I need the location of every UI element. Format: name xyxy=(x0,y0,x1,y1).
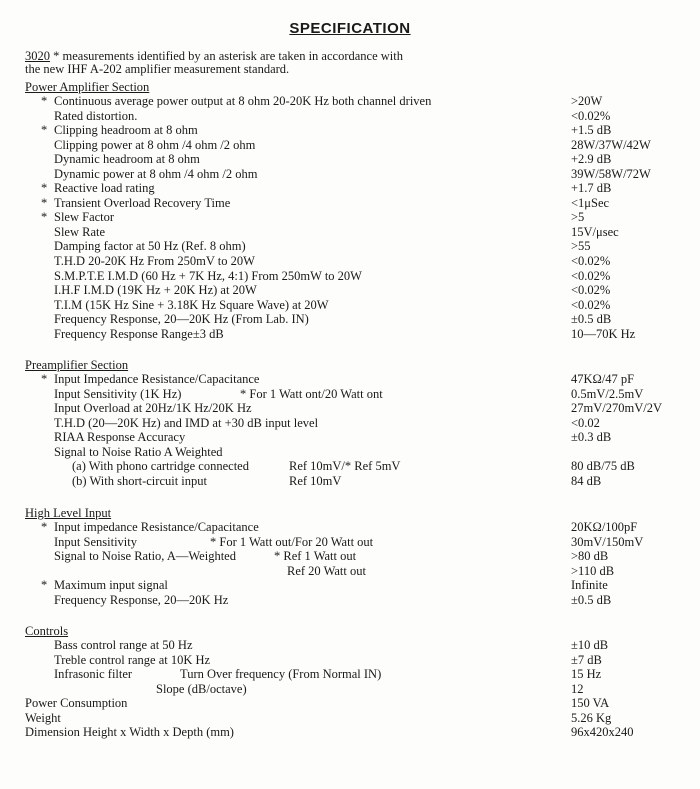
spec-row xyxy=(25,254,685,269)
spec-row xyxy=(25,667,685,682)
spec-row xyxy=(25,430,685,445)
asterisk-marker: * xyxy=(41,520,48,534)
asterisk-marker: * xyxy=(41,195,48,210)
spec-label: Rated distortion. xyxy=(54,108,138,123)
spec-label: RIAA Response Accuracy xyxy=(54,430,186,445)
spec-label: Reactive load rating xyxy=(54,181,155,196)
spec-label: Dimension Height x Width x Depth (mm) xyxy=(25,725,234,740)
spec-row xyxy=(25,167,685,182)
spec-value: 39W/58W/72W xyxy=(571,166,651,181)
spec-value: ±7 dB xyxy=(571,652,602,667)
spec-row xyxy=(25,725,685,740)
spec-label: Frequency Response, 20—20K Hz (From Lab. IN) xyxy=(54,312,309,327)
spec-value: >20W xyxy=(571,94,603,108)
spec-row xyxy=(25,653,685,668)
spec-value: <0.02% xyxy=(571,108,611,123)
spec-value: ±0.3 dB xyxy=(571,430,612,445)
spec-value: +1.7 dB xyxy=(571,181,612,196)
spec-note: * For 1 Watt ont/20 Watt ont xyxy=(240,386,383,401)
spec-value: 15 Hz xyxy=(571,667,602,682)
spec-note: * Ref 1 Watt out xyxy=(274,549,357,564)
spec-value: ±0.5 dB xyxy=(571,592,612,607)
spec-value: >80 dB xyxy=(571,549,609,564)
spec-value: Infinite xyxy=(571,578,608,593)
spec-value: >5 xyxy=(571,210,585,225)
spec-row xyxy=(25,474,685,489)
preamplifier-section xyxy=(25,358,685,488)
spec-row xyxy=(25,445,685,460)
spec-label: Signal to Noise Ratio A Weighted xyxy=(54,444,223,459)
high-level-input-section xyxy=(25,506,685,607)
spec-row xyxy=(25,372,685,387)
spec-label: Treble control range at 10K Hz xyxy=(54,652,211,667)
spec-label: Input Sensitivity xyxy=(54,534,137,549)
spec-label: Input impedance Resistance/Capacitance xyxy=(54,520,259,534)
intro-line-2: the new IHF A-202 amplifier measurement standard. xyxy=(25,62,290,76)
spec-row xyxy=(25,549,685,564)
spec-row xyxy=(25,181,685,196)
spec-row xyxy=(25,711,685,726)
spec-row xyxy=(25,459,685,474)
spec-row xyxy=(25,312,685,327)
spec-value: 20KΩ/100pF xyxy=(571,520,638,534)
spec-label: Dynamic power at 8 ohm /4 ohm /2 ohm xyxy=(54,166,258,181)
spec-label: Signal to Noise Ratio, A—Weighted xyxy=(54,549,236,564)
spec-note: Turn Over frequency (From Normal IN) xyxy=(180,667,382,682)
spec-label: T.H.D (20—20K Hz) and IMD at +30 dB input level xyxy=(54,415,319,430)
asterisk-marker: * xyxy=(41,372,48,386)
spec-value: <1μSec xyxy=(571,195,610,210)
model-number: 3020 xyxy=(25,49,50,63)
spec-label: Input Sensitivity (1K Hz) xyxy=(54,386,182,401)
power-amplifier-section xyxy=(25,80,685,341)
intro-line-1: * measurements identified by an asterisk are taken in accordance with xyxy=(50,49,403,63)
spec-label: Frequency Response, 20—20K Hz xyxy=(54,592,229,607)
spec-label: T.I.M (15K Hz Sine + 3.18K Hz Square Wave) at 20W xyxy=(54,297,329,312)
spec-label: Continuous average power output at 8 ohm 20-20K Hz both channel driven xyxy=(54,94,432,108)
spec-row xyxy=(25,109,685,124)
spec-label: T.H.D 20-20K Hz From 250mV to 20W xyxy=(54,254,255,269)
spec-value: 30mV/150mV xyxy=(571,534,644,549)
spec-value: +1.5 dB xyxy=(571,123,612,138)
spec-value: 5.26 Kg xyxy=(571,710,612,725)
spec-value: 80 dB/75 dB xyxy=(571,459,635,474)
spec-label: Bass control range at 50 Hz xyxy=(54,638,193,652)
asterisk-marker: * xyxy=(41,210,48,225)
spec-value: <0.02% xyxy=(571,283,611,298)
spec-value: 10—70K Hz xyxy=(571,326,636,341)
spec-label: Slew Rate xyxy=(54,224,106,239)
spec-value: >110 dB xyxy=(571,563,615,578)
spec-value: 27mV/270mV/2V xyxy=(571,401,662,416)
spec-value: >55 xyxy=(571,239,591,254)
section-title: Preamplifier Section xyxy=(25,358,129,372)
page-title: SPECIFICATION xyxy=(289,20,411,37)
spec-note: Slope (dB/octave) xyxy=(156,681,247,696)
spec-row xyxy=(25,593,685,608)
spec-row xyxy=(25,138,685,153)
spec-row xyxy=(25,123,685,138)
spec-label: Dynamic headroom at 8 ohm xyxy=(54,152,200,167)
controls-section xyxy=(25,624,685,740)
spec-label: Frequency Response Range±3 dB xyxy=(54,326,224,341)
spec-row xyxy=(25,564,685,579)
spec-row xyxy=(25,416,685,431)
spec-value: 150 VA xyxy=(571,696,610,711)
spec-label: Input Impedance Resistance/Capacitance xyxy=(54,372,260,386)
spec-label: Clipping headroom at 8 ohm xyxy=(54,123,198,138)
spec-row xyxy=(25,682,685,697)
asterisk-marker: * xyxy=(41,578,48,593)
spec-row xyxy=(25,535,685,550)
spec-row xyxy=(25,94,685,109)
spec-label: Power Consumption xyxy=(25,696,128,711)
intro-note xyxy=(25,50,403,76)
spec-value: 12 xyxy=(571,681,584,696)
spec-row xyxy=(25,327,685,342)
spec-value: <0.02% xyxy=(571,268,611,283)
spec-row xyxy=(25,401,685,416)
spec-value: <0.02% xyxy=(571,297,611,312)
spec-row xyxy=(25,210,685,225)
spec-value: 0.5mV/2.5mV xyxy=(571,386,644,401)
spec-value: <0.02 xyxy=(571,415,600,430)
spec-label: (a) With phono cartridge connected xyxy=(72,459,249,474)
spec-value: 47KΩ/47 pF xyxy=(571,372,635,386)
spec-row xyxy=(25,152,685,167)
spec-note: Ref 10mV/* Ref 5mV xyxy=(289,459,401,474)
spec-value: 15V/μsec xyxy=(571,224,619,239)
spec-label: Damping factor at 50 Hz (Ref. 8 ohm) xyxy=(54,239,246,254)
spec-value: +2.9 dB xyxy=(571,152,612,167)
asterisk-marker: * xyxy=(41,94,48,108)
spec-row xyxy=(25,283,685,298)
spec-row xyxy=(25,696,685,711)
spec-row xyxy=(25,225,685,240)
spec-note: * For 1 Watt out/For 20 Watt out xyxy=(210,534,374,549)
spec-note: Ref 10mV xyxy=(289,473,342,488)
spec-value: ±10 dB xyxy=(571,638,609,652)
section-title: High Level Input xyxy=(25,506,112,520)
asterisk-marker: * xyxy=(41,181,48,196)
spec-value: 84 dB xyxy=(571,473,602,488)
section-title: Power Amplifier Section xyxy=(25,80,150,94)
spec-label: Clipping power at 8 ohm /4 ohm /2 ohm xyxy=(54,137,256,152)
spec-value: 28W/37W/42W xyxy=(571,137,651,152)
spec-label: (b) With short-circuit input xyxy=(72,473,208,488)
spec-value: 96x420x240 xyxy=(571,725,634,740)
spec-label: Slew Factor xyxy=(54,210,115,225)
spec-label: Input Overload at 20Hz/1K Hz/20K Hz xyxy=(54,401,252,416)
spec-label: S.M.P.T.E I.M.D (60 Hz + 7K Hz, 4:1) From 250mW to 20W xyxy=(54,268,362,283)
spec-label: Weight xyxy=(25,710,61,725)
spec-row xyxy=(25,578,685,593)
spec-row xyxy=(25,298,685,313)
spec-value: ±0.5 dB xyxy=(571,312,612,327)
spec-label: Transient Overload Recovery Time xyxy=(54,195,231,210)
spec-value: <0.02% xyxy=(571,254,611,269)
spec-label: Infrasonic filter xyxy=(54,667,133,682)
section-title: Controls xyxy=(25,624,69,638)
spec-row xyxy=(25,269,685,284)
spec-row xyxy=(25,638,685,653)
spec-row xyxy=(25,387,685,402)
spec-label: I.H.F I.M.D (19K Hz + 20K Hz) at 20W xyxy=(54,283,257,298)
spec-row xyxy=(25,196,685,211)
spec-note: Ref 20 Watt out xyxy=(287,563,366,578)
spec-label: Maximum input signal xyxy=(54,578,168,593)
spec-row xyxy=(25,239,685,254)
asterisk-marker: * xyxy=(41,123,48,138)
spec-row xyxy=(25,520,685,535)
